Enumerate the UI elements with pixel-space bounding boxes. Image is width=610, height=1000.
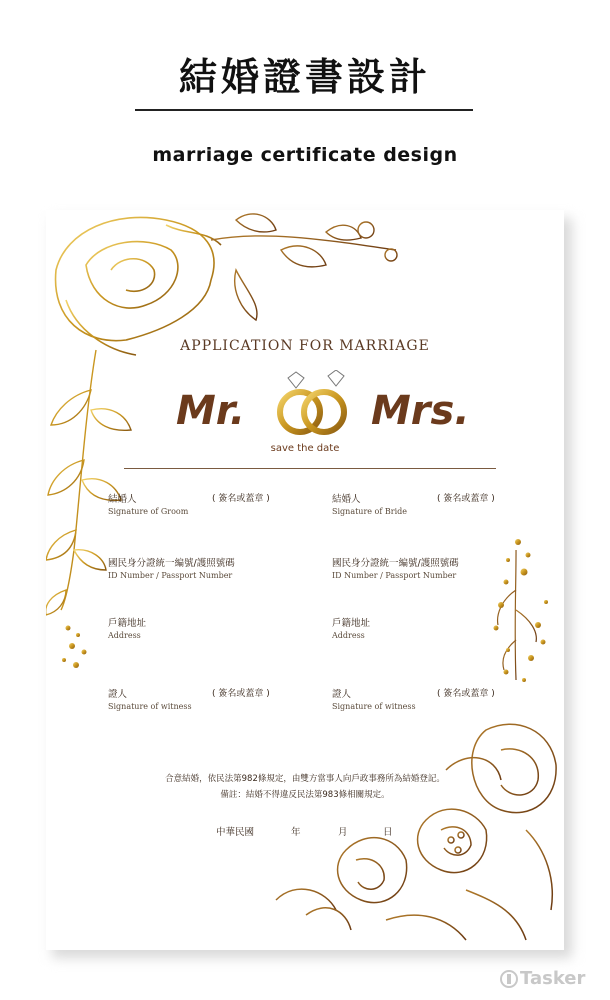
groom-sign-seal-note: ( 簽名或蓋章 ) xyxy=(212,494,270,504)
mr-label: Mr. xyxy=(176,388,246,434)
bride-id-label: 國民身分證統一編號/護照號碼 xyxy=(332,558,459,569)
date-day: 日 xyxy=(383,827,393,838)
declaration-line-1: 合意結婚，依民法第982條規定，由雙方當事人向戶政事務所為結婚登記。 xyxy=(165,774,445,784)
page-subtitle: marriage certificate design xyxy=(152,144,458,166)
witness-1-label: 證人 xyxy=(108,689,128,700)
witness-2-label: 證人 xyxy=(332,689,352,700)
certificate-card xyxy=(46,210,564,950)
groom-signature-field[interactable] xyxy=(108,491,188,516)
tasker-logo-icon xyxy=(500,970,518,988)
bride-address-label-en: Address xyxy=(332,631,365,640)
date-era: 中華民國 xyxy=(216,827,255,838)
top-vine xyxy=(211,214,397,320)
right-dots xyxy=(494,539,549,682)
application-title: APPLICATION FOR MARRIAGE xyxy=(180,338,430,354)
right-sprig xyxy=(498,550,537,680)
groom-id-field[interactable] xyxy=(108,555,235,580)
witness-2-sign-seal-note: ( 簽名或蓋章 ) xyxy=(437,689,495,699)
groom-address-field[interactable] xyxy=(108,615,146,640)
groom-signature-label: 結婚人 xyxy=(108,494,137,505)
title-divider xyxy=(124,468,496,469)
date-year: 年 xyxy=(291,827,301,838)
witness-1-label-en: Signature of witness xyxy=(108,702,192,711)
date-month: 月 xyxy=(338,827,348,838)
witness-1-field[interactable] xyxy=(108,686,192,711)
declaration-line-2: 備註：結婚不得違反民法第983條相關規定。 xyxy=(220,790,390,800)
brand-watermark xyxy=(500,968,585,989)
left-dots xyxy=(62,626,87,669)
bride-address-field[interactable] xyxy=(332,615,370,640)
bride-address-label: 戶籍地址 xyxy=(332,618,371,629)
witness-1-sign-seal-note: ( 簽名或蓋章 ) xyxy=(212,689,270,699)
bride-sign-seal-note: ( 簽名或蓋章 ) xyxy=(437,494,495,504)
save-the-date: save the date xyxy=(270,443,340,454)
top-left-rose xyxy=(56,217,221,355)
floral-decoration xyxy=(46,210,564,950)
page-title: 結婚證書設計 xyxy=(178,55,431,99)
groom-signature-label-en: Signature of Groom xyxy=(108,507,189,516)
bride-id-label-en: ID Number / Passport Number xyxy=(332,571,457,580)
groom-address-label: 戶籍地址 xyxy=(108,618,147,629)
bride-signature-label: 結婚人 xyxy=(332,494,361,505)
mrs-label: Mrs. xyxy=(371,388,470,434)
groom-id-label-en: ID Number / Passport Number xyxy=(108,571,233,580)
heading-divider xyxy=(135,109,473,111)
witness-2-label-en: Signature of witness xyxy=(332,702,416,711)
bride-signature-field[interactable] xyxy=(332,491,407,516)
witness-2-field[interactable] xyxy=(332,686,416,711)
bride-id-field[interactable] xyxy=(332,555,459,580)
brand-watermark-text: Tasker xyxy=(520,968,586,989)
bottom-right-flowers xyxy=(276,724,556,940)
wedding-rings-icon xyxy=(268,370,358,440)
groom-address-label-en: Address xyxy=(108,631,141,640)
bride-signature-label-en: Signature of Bride xyxy=(332,507,407,516)
groom-id-label: 國民身分證統一編號/護照號碼 xyxy=(108,558,235,569)
